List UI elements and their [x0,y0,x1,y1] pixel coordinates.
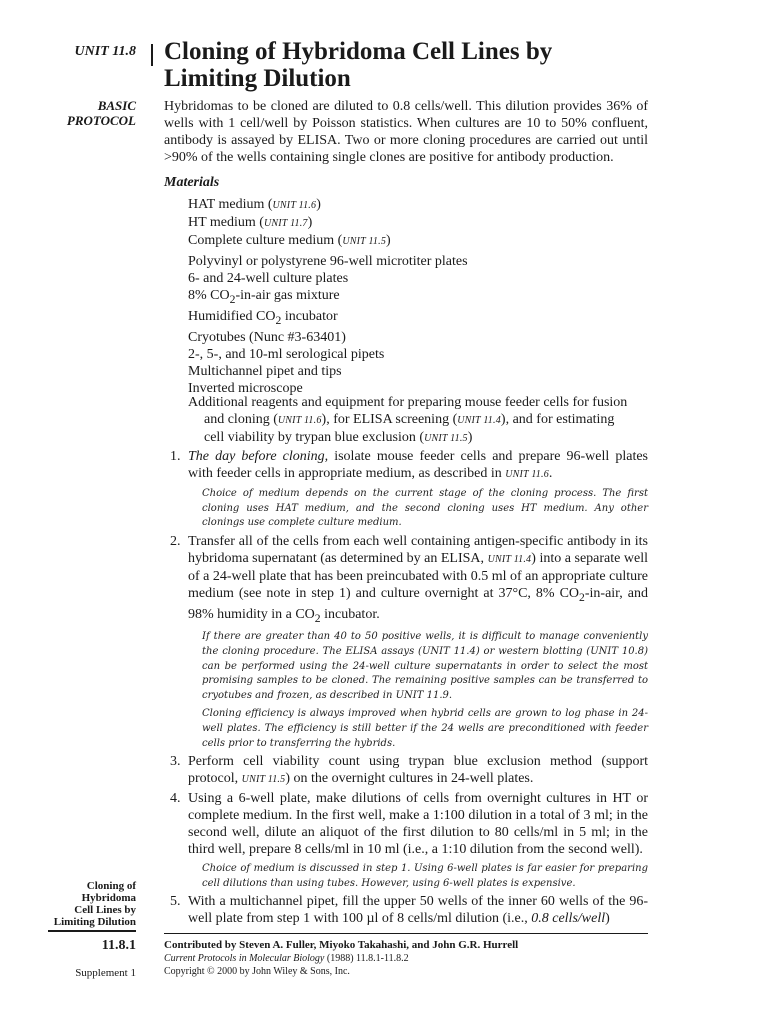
citation-line: Current Protocols in Molecular Biology (1988) 11.8.1-11.8.2 [164,953,409,964]
materials-additional [188,394,633,447]
protocol-step: 4. Using a 6-well plate, make dilutions of cells from overnight cultures in HT or complete medium. In the first well, make a 1:100 dilution in a total of 3 ml; in the second well, dilute an aliquot of the first dilution to 80 cells/ml in 5 ml; in the third well, prepare 8 cells/ml in 10 ml (i.e., a 1:10 dilution from the second well). [170,791,648,858]
step-note: Cloning efficiency is always improved when hybrid cells are grown to log phase in 24-well plates. The efficiency is still better if the 24 wells are preconditioned with feeder cells prior to transferring the hybrids. [202,708,648,749]
material-item: Multichannel pipet and tips [188,363,342,379]
sidebar-title-line: Cell Lines by [74,904,136,916]
copyright-line: Copyright © 2000 by John Wiley & Sons, Inc. [164,966,350,977]
step-note: Choice of medium is discussed in step 1. Using 6-well plates is far easier for preparing cell dilutions than using tubes. However, using 6-well plates is expensive. [202,863,648,889]
protocol-step: 1. The day before cloning, isolate mouse feeder cells and prepare 96-well plates with feeder cells in appropriate medium, as described in UNIT 11.6. [170,449,648,481]
sidebar-title-line: Hybridoma [81,892,136,904]
material-item: Humidified $CO_2$ incubator [188,308,338,327]
protocol-label [0,98,136,128]
material-item: HT medium (UNIT 11.7) [188,215,313,230]
sidebar-running-title [0,880,136,928]
protocol-step: 5. With a multichannel pipet, fill the upper 50 wells of the inner 60 wells of the 96-well plate from step 1 with 100 µl of 8 cells/ml dilution (i.e., 0.8 cells/well) [170,894,648,927]
material-item: 6- and 24-well culture plates [188,271,349,286]
intro-paragraph: Hybridomas to be cloned are diluted to 0.8 cells/well. This dilution provides 36% of wells with 1 cell/well by Poisson statistics. When cultures are 10 to 50% confluent, antibody is assayed by ELISA. Two or more cloning procedures are carried out until >90% of the wells containing single clones are positive for antibody production. [164,99,648,165]
material-item: Inverted microscope [188,380,303,396]
footer-rule [164,933,648,934]
protocol-label-line1: BASIC [97,98,136,113]
material-item: 2-, 5-, and 10-ml serological pipets [188,346,385,362]
protocol-label-line2: PROTOCOL [66,113,136,128]
sidebar-title-line: Cloning of [86,880,136,892]
materials-equipment-list [188,253,648,397]
protocol-step: 2. Transfer all of the cells from each well containing antigen-specific antibody in its hybridoma supernatant (as determined by an ELISA, UNIT 11.4) into a separate well of a 24-well plate that has been preincubated with 0.5 ml of an appropriate culture medium (see note in step 1) and culture overnight at 37°C, 8% $CO_2-in$-air, and 98% humidity in a $CO_2$ incubator. [170,533,648,625]
protocol-steps [164,448,648,929]
material-item: Additional reagents and equipment for preparing mouse feeder cells for fusion and cloning (UNIT 11.6), for ELISA screening (UNIT 11.4), and for estimating cell viability by trypan blue exclusion (UNIT 11.5) [188,395,628,445]
material-item: Complete culture medium (UNIT 11.5) [188,233,391,248]
unit-label: UNIT 11.8 [74,44,136,59]
material-item: 8% $CO_2-in$-air gas mixture [188,288,340,306]
material-item: HAT medium (UNIT 11.6) [188,197,321,212]
page-title-line1: Cloning of Hybridoma Cell Lines by [164,38,553,65]
material-item: Cryotubes (Nunc #3-63401) [188,329,346,345]
contributors-line: Contributed by Steven A. Fuller, Miyoko Takahashi, and John G.R. Hurrell [164,939,519,951]
page-title-line2: Limiting Dilution [164,65,351,92]
step-note: Choice of medium depends on the current stage of the cloning process. The first cloning uses HAT medium, and the second cloning uses HT medium. Any other clonings use complete culture medium. [202,488,648,529]
step-note: If there are greater than 40 to 50 positive wells, it is difficult to manage conveniently the cloning procedure. The ELISA assays (UNIT 11.4) or western blotting (UNIT 10.8) can be performed using the 24-well culture supernatants in order to select the most promising samples to be cloned. The remaining positive samples can be transferred to cryotubes and frozen, as described in UNIT 11.9. [202,631,648,701]
materials-heading: Materials [164,175,220,190]
sidebar-rule [48,930,136,932]
page-title [164,38,648,92]
supplement-label: Supplement 1 [75,967,136,979]
unit-divider [151,44,153,66]
sidebar-title-line: Limiting Dilution [53,916,136,928]
protocol-step: 3. Perform cell viability count using trypan blue exclusion method (support protocol, UNIT 11.5) on the overnight cultures in 24-well plates. [170,754,648,787]
material-item: Polyvinyl or polystyrene 96-well microtiter plates [188,254,468,269]
materials-media-list [188,196,648,250]
page-number: 11.8.1 [101,938,136,953]
